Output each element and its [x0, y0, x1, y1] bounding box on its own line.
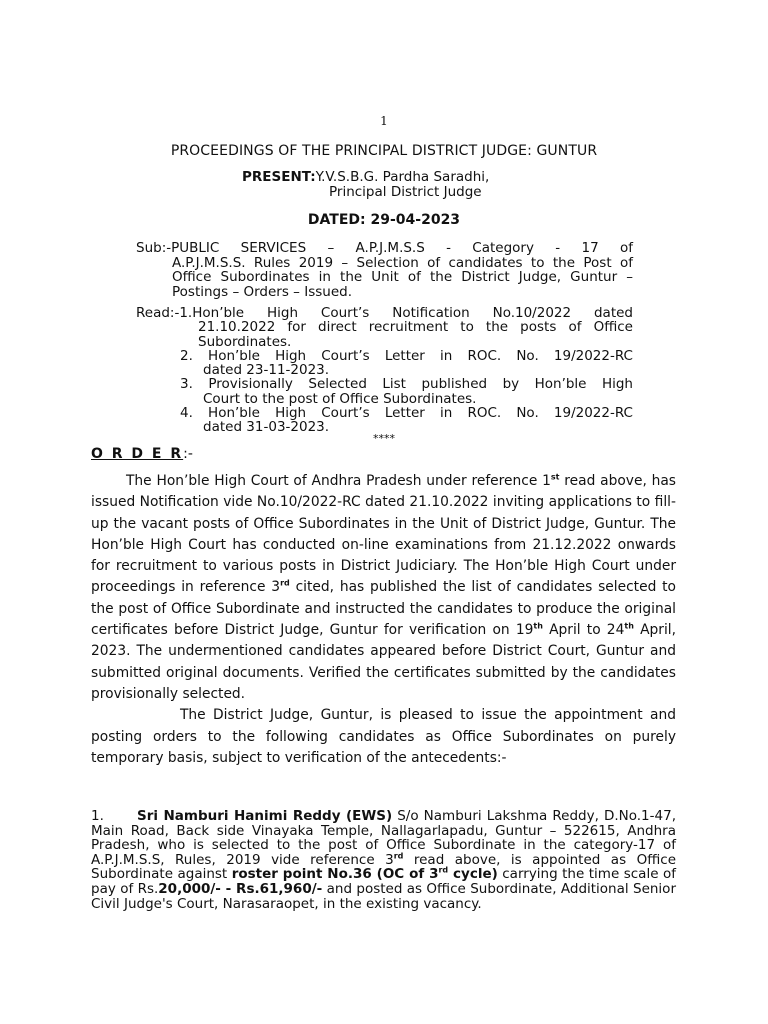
- para1-text-d: April to 24: [542, 622, 625, 639]
- read-item-2-rest: dated 23-11-2023.: [203, 362, 330, 379]
- read-item-3-head: Provisionally Selected List published by Hon’ble High: [208, 376, 633, 393]
- roster-sup: rd: [438, 865, 449, 875]
- read-item-4-rest: dated 31-03-2023.: [203, 419, 330, 436]
- order-heading: [91, 446, 193, 462]
- para1-sup-b: rd: [280, 578, 290, 588]
- subject-rest: A.P.J.M.S.S. Rules 2019 – Selection of candidates to the Post of Office Subordinates in the Unit of the District Judge, Guntur – Postings – Orders – Issued.: [172, 254, 633, 300]
- read-item-1-head: Read:-1.Hon’ble High Court’s Notification No.10/2022 dated: [136, 305, 633, 321]
- appointment-entry-1: [91, 809, 676, 911]
- present-name: Y.V.S.B.G. Pardha Saradhi,: [315, 169, 490, 185]
- dated-line: DATED: 29-04-2023: [307, 212, 461, 228]
- present-label: PRESENT:: [242, 169, 316, 185]
- read-item-3-num: 3.: [180, 376, 193, 393]
- present-designation: Principal District Judge: [329, 184, 482, 200]
- read-item-3: [136, 377, 633, 406]
- para1-sup-d: th: [624, 621, 634, 631]
- entry-text-a: S/o Namburi Lakshma Reddy, D.No.1-47, Main Road, Back side Vinayaka Temple, Nallagarlapadu, Guntur – 522615, Andhra Pradesh, who is selected to the post of Office Subordinate in the category-17 of A.P.J.M.S.S, Rules, 2019 vide reference 3: [91, 808, 676, 868]
- read-item-1-rest: 21.10.2022 for direct recruitment to the posts of Office Subordinates.: [198, 319, 633, 350]
- candidate-name: Sri Namburi Hanimi Reddy (EWS): [137, 808, 393, 824]
- read-block: [136, 306, 633, 435]
- entry-number: 1.: [91, 808, 104, 824]
- read-item-4-num: 4.: [180, 405, 193, 422]
- para1-text-a: The Hon’ble High Court of Andhra Pradesh under reference 1: [126, 473, 551, 489]
- order-heading-text: O R D E R: [91, 446, 184, 462]
- subject-block: [136, 241, 633, 299]
- roster-text: roster point No.36 (OC of 3: [231, 866, 439, 883]
- page-number: 1: [380, 114, 388, 128]
- paragraph-2: The District Judge, Guntur, is pleased to issue the appointment and posting orders to the following candidates as Office Subordinates on purely temporary basis, subject to verification of the antecedents:-: [91, 707, 676, 766]
- read-item-3-rest: Court to the post of Office Subordinates.: [203, 390, 477, 407]
- entry-text-c: carrying the time scale of pay of Rs.: [91, 866, 676, 897]
- entry-text-b: read above, is appointed as Office Subordinate against: [91, 851, 676, 883]
- roster-end: cycle): [448, 866, 498, 883]
- read-item-4: [136, 406, 633, 435]
- roster-point: [232, 866, 498, 882]
- present-block: [242, 170, 489, 200]
- document-title: PROCEEDINGS OF THE PRINCIPAL DISTRICT JUDGE: GUNTUR: [170, 143, 598, 159]
- read-item-2-num: 2.: [180, 347, 193, 364]
- subject-head: Sub:-PUBLIC SERVICES – A.P.J.M.S.S - Category - 17 of: [136, 240, 633, 256]
- read-item-2-head: Hon’ble High Court’s Letter in ROC. No. 19/2022-RC: [208, 347, 633, 364]
- para1-text-b: read above, has issued Notification vide No.10/2022-RC dated 21.10.2022 inviting applications to fill-up the vacant posts of Office Subordinates in the Unit of District Judge, Guntur. The Hon’ble High Court has conducted on-line examinations from 21.12.2022 onwards for recruitment to various posts in District Judiciary. The Hon’ble High Court under proceedings in reference 3: [91, 473, 676, 596]
- para1-text-c: cited, has published the list of candidates selected to the post of Office Subordinate and instructed the candidates to produce the original certificates before District Judge, Guntur for verification on 19: [91, 579, 676, 639]
- separator: ****: [373, 432, 395, 445]
- order-heading-suffix: :-: [183, 446, 193, 462]
- pay-scale: 20,000/- - Rs.61,960/-: [158, 880, 323, 897]
- entry-sup-a: rd: [393, 851, 404, 861]
- para1-sup-c: th: [533, 621, 543, 631]
- para1-text-e: April, 2023. The undermentioned candidates appeared before District Court, Guntur and submitted original documents. Verified the certificates submitted by the candidates provisionally selected.: [91, 622, 676, 702]
- entry-text-d: and posted as Office Subordinate, Additional Senior Civil Judge's Court, Narasaraopet, in the existing vacancy.: [91, 880, 676, 912]
- para1-sup-a: st: [550, 472, 560, 482]
- order-body: [91, 471, 676, 769]
- read-item-2: [136, 349, 633, 378]
- read-item-4-head: Hon’ble High Court’s Letter in ROC. No. 19/2022-RC: [208, 405, 633, 422]
- paragraph-1: [91, 471, 676, 705]
